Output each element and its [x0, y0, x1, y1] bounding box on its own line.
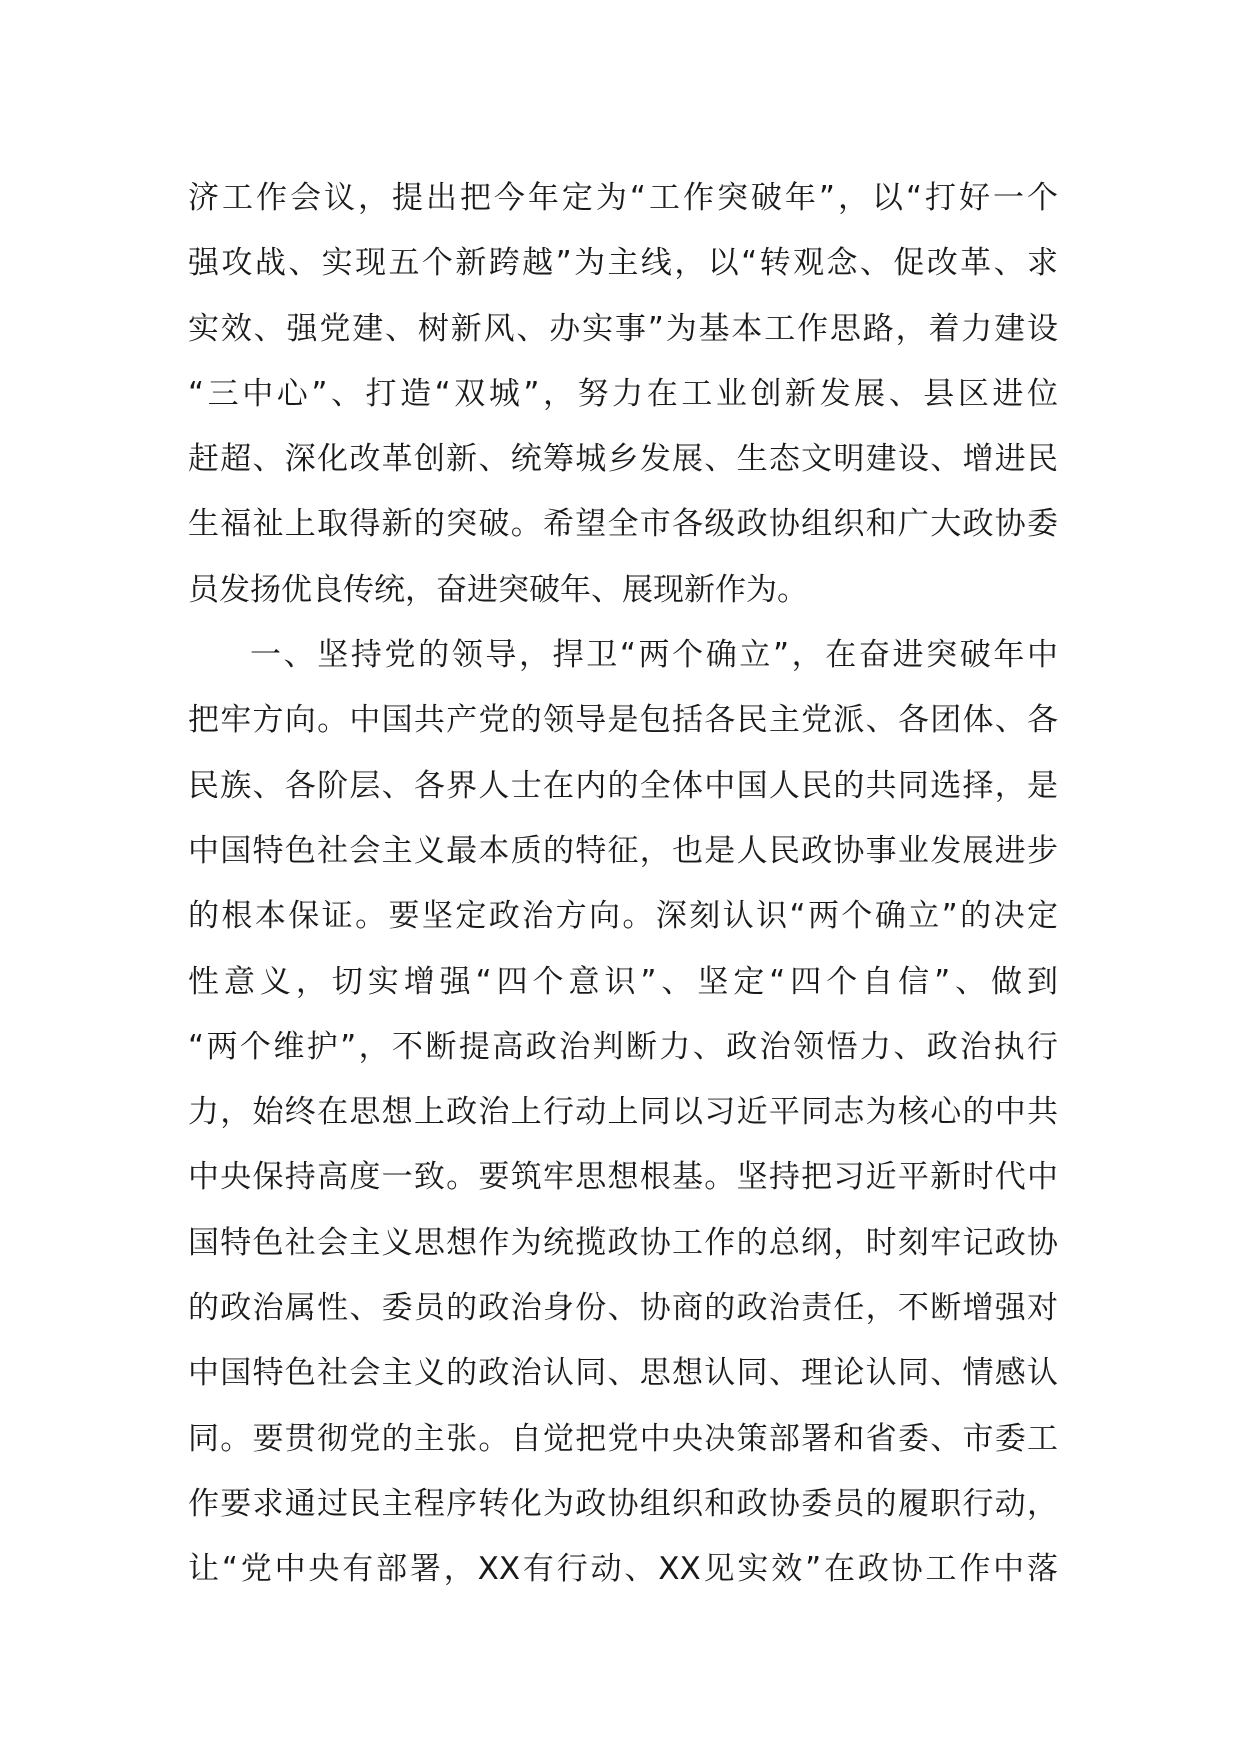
text-line: 赶超、深化改革创新、统筹城乡发展、生态文明建设、增进民 [188, 441, 1058, 478]
text-line: 生福祉上取得新的突破。希望全市各级政协组织和广大政协委 [188, 506, 1058, 543]
text-line: 的根本保证。要坚定政治方向。深刻认识“两个确立”的决定 [188, 898, 1058, 935]
text-line: 力，始终在思想上政治上行动上同以习近平同志为核心的中共 [188, 1094, 1058, 1131]
text-line: 实效、强党建、树新风、办实事”为基本工作思路，着力建设 [188, 310, 1058, 347]
text-line: 济工作会议，提出把今年定为“工作突破年”，以“打好一个 [188, 180, 1058, 216]
text-line: 同。要贯彻党的主张。自觉把党中央决策部署和省委、市委工 [188, 1420, 1058, 1457]
text-line: 国特色社会主义思想作为统揽政协工作的总纲，时刻牢记政协 [188, 1224, 1058, 1261]
text-line: 让“党中央有部署，XX有行动、XX见实效”在政协工作中落 [188, 1551, 1058, 1588]
text-line: “三中心”、打造“双城”，努力在工业创新发展、县区进位 [188, 375, 1058, 412]
text-line: 中国特色社会主义的政治认同、思想认同、理论认同、情感认 [188, 1355, 1058, 1392]
text-line: 员发扬优良传统，奋进突破年、展现新作为。 [188, 571, 808, 608]
text-line: 性意义，切实增强“四个意识”、坚定“四个自信”、做到 [188, 963, 1058, 1000]
text-line: “两个维护”，不断提高政治判断力、政治领悟力、政治执行 [188, 1028, 1058, 1065]
text-line: 把牢方向。中国共产党的领导是包括各民主党派、各团体、各 [188, 702, 1058, 739]
text-line: 作要求通过民主程序转化为政协组织和政协委员的履职行动， [188, 1485, 1058, 1522]
text-line: 的政治属性、委员的政治身份、协商的政治责任，不断增强对 [188, 1290, 1058, 1327]
text-line: 民族、各阶层、各界人士在内的全体中国人民的共同选择，是 [188, 767, 1058, 804]
text-line: 中央保持高度一致。要筑牢思想根基。坚持把习近平新时代中 [188, 1159, 1058, 1196]
text-line: 强攻战、实现五个新跨越”为主线，以“转观念、促改革、求 [188, 245, 1058, 282]
text-line: 中国特色社会主义最本质的特征，也是人民政协事业发展进步 [188, 832, 1058, 869]
section-heading-line: 一、坚持党的领导，捍卫“两个确立”，在奋进突破年中 [250, 637, 1058, 674]
body-text [188, 166, 1058, 1603]
